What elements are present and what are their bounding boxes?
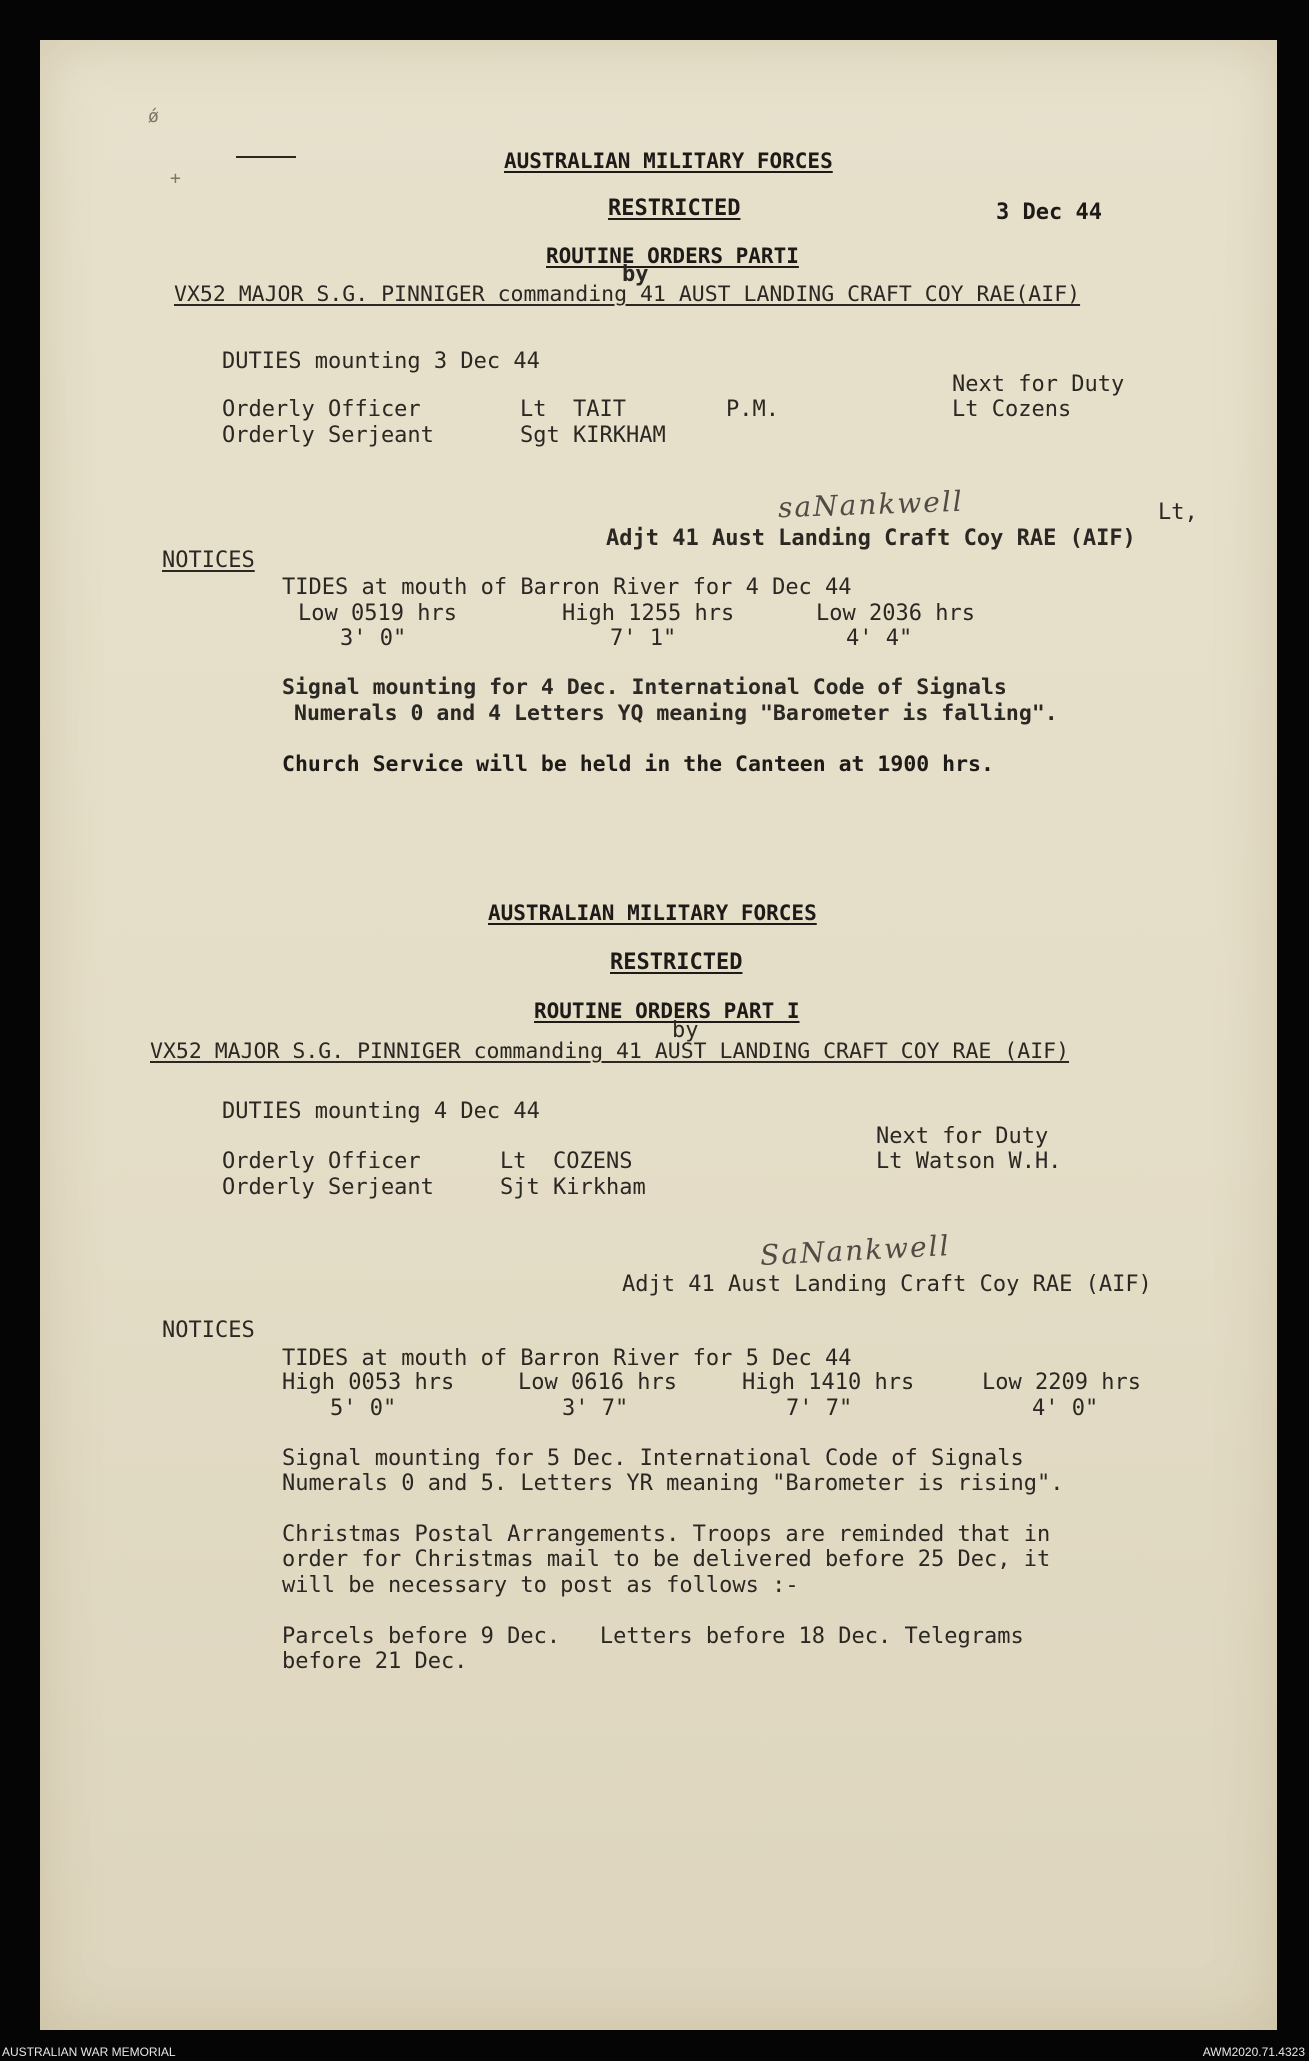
next-for-duty-label: Next for Duty <box>952 372 1125 397</box>
postal-notice: order for Christmas mail to be delivered before 25 Dec, it <box>282 1547 1051 1572</box>
tide-time: Low 0519 hrs <box>298 601 457 626</box>
postal-deadlines: before 21 Dec. <box>282 1649 468 1674</box>
document-page <box>40 40 1277 2030</box>
postal-notice: will be necessary to post as follows :- <box>282 1573 799 1598</box>
org-heading: AUSTRALIAN MILITARY FORCES <box>504 149 833 173</box>
signal-notice: Signal mounting for 5 Dec. International Code of Signals <box>282 1446 1024 1471</box>
orderly-officer-label: Orderly Officer <box>222 397 421 422</box>
pm-label: P.M. <box>726 397 779 422</box>
next-officer-name: Lt Watson W.H. <box>876 1149 1062 1174</box>
routine-orders-title: ROUTINE ORDERS PART I <box>534 999 800 1023</box>
tide-height: 7' 1" <box>610 626 677 651</box>
commander-line: VX52 MAJOR S.G. PINNIGER commanding 41 AUST LANDING CRAFT COY RAE(AIF) <box>174 282 1081 307</box>
tide-time: Low 0616 hrs <box>518 1370 677 1395</box>
by-label: by <box>672 1018 699 1043</box>
orderly-officer-name: Lt TAIT <box>520 397 626 422</box>
postal-notice: Christmas Postal Arrangements. Troops are reminded that in <box>282 1522 1051 1547</box>
tide-time: High 1410 hrs <box>742 1370 915 1395</box>
margin-dash <box>236 156 296 158</box>
tide-time: High 0053 hrs <box>282 1370 455 1395</box>
orderly-serjeant-label: Orderly Serjeant <box>222 1175 434 1200</box>
orderly-officer-label: Orderly Officer <box>222 1149 421 1174</box>
tide-time: Low 2209 hrs <box>982 1370 1141 1395</box>
tide-height: 4' 4" <box>846 626 913 651</box>
routine-orders-title: ROUTINE ORDERS PARTI <box>546 244 799 268</box>
orderly-officer-name: Lt COZENS <box>500 1149 633 1174</box>
next-for-duty-label: Next for Duty <box>876 1124 1049 1149</box>
by-label: by <box>622 262 649 287</box>
punch-mark: ǿ <box>148 106 159 127</box>
tide-height: 5' 0" <box>330 1396 397 1421</box>
org-heading: AUSTRALIAN MILITARY FORCES <box>488 901 817 925</box>
next-officer-name: Lt Cozens <box>952 397 1072 422</box>
punch-mark: + <box>170 168 181 189</box>
adjutant-signature: SaNankwell <box>759 1229 952 1272</box>
tide-height: 3' 7" <box>562 1396 629 1421</box>
church-notice: Church Service will be held in the Canteen at 1900 hrs. <box>282 752 994 777</box>
duties-heading: DUTIES mounting 4 Dec 44 <box>222 1099 540 1124</box>
restricted-label: RESTRICTED <box>610 950 743 975</box>
order-date: 3 Dec 44 <box>996 200 1102 225</box>
signal-notice: Signal mounting for 4 Dec. International Code of Signals <box>282 675 1007 700</box>
footer-accession-number: AWM2020.71.4323 <box>1202 2045 1305 2059</box>
adjutant-line: Adjt 41 Aust Landing Craft Coy RAE (AIF) <box>622 1272 1152 1297</box>
signal-notice: Numerals 0 and 5. Letters YR meaning "Barometer is rising". <box>282 1471 1064 1496</box>
notices-heading: NOTICES <box>162 548 255 573</box>
adjutant-line: Adjt 41 Aust Landing Craft Coy RAE (AIF) <box>606 526 1136 551</box>
adjutant-signature: saNankwell <box>777 484 965 525</box>
tides-heading: TIDES at mouth of Barron River for 4 Dec 44 <box>282 575 852 600</box>
tides-heading: TIDES at mouth of Barron River for 5 Dec 44 <box>282 1346 852 1371</box>
tide-time: High 1255 hrs <box>562 601 735 626</box>
lt-label: Lt, <box>1158 500 1198 525</box>
footer-source: AUSTRALIAN WAR MEMORIAL <box>2 2045 176 2059</box>
signal-notice: Numerals 0 and 4 Letters YQ meaning "Barometer is falling". <box>294 701 1058 726</box>
duties-heading: DUTIES mounting 3 Dec 44 <box>222 349 540 374</box>
orderly-serjeant-name: Sjt Kirkham <box>500 1175 646 1200</box>
tide-height: 4' 0" <box>1032 1396 1099 1421</box>
tide-height: 7' 7" <box>786 1396 853 1421</box>
notices-heading: NOTICES <box>162 1318 255 1343</box>
orderly-serjeant-label: Orderly Serjeant <box>222 423 434 448</box>
tide-time: Low 2036 hrs <box>816 601 975 626</box>
orderly-serjeant-name: Sgt KIRKHAM <box>520 423 666 448</box>
commander-line: VX52 MAJOR S.G. PINNIGER commanding 41 AUST LANDING CRAFT COY RAE (AIF) <box>150 1039 1070 1064</box>
tide-height: 3' 0" <box>340 626 407 651</box>
restricted-label: RESTRICTED <box>608 196 741 221</box>
postal-deadlines: Parcels before 9 Dec. Letters before 18 Dec. Telegrams <box>282 1624 1024 1649</box>
